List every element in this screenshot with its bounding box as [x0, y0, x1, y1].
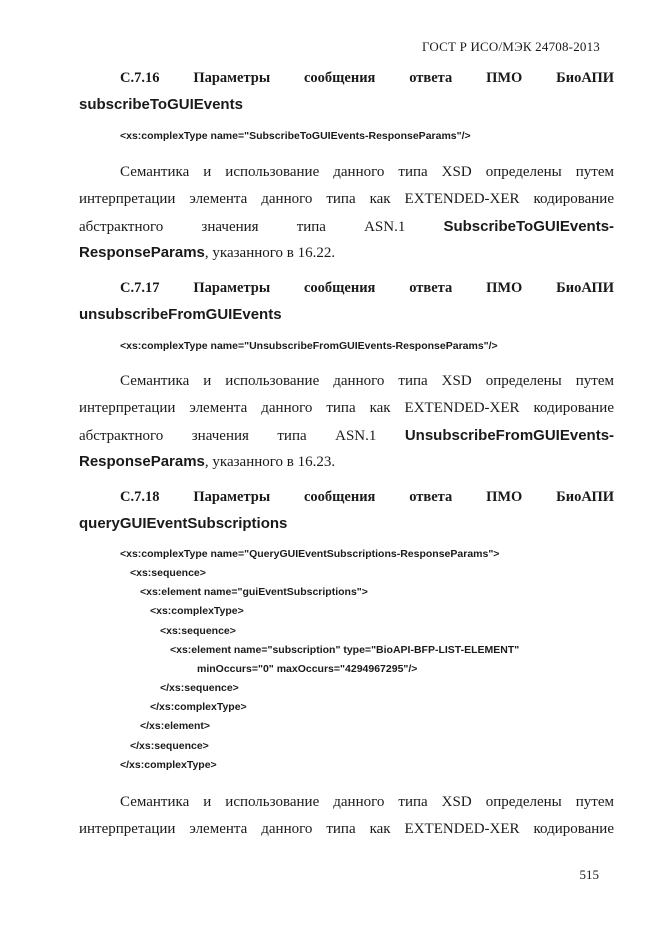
paragraph-line [79, 218, 614, 236]
type-name: ResponseParams [79, 453, 205, 470]
code-line: <xs:element name="subscription" type="BioAPI-BFP-LIST-ELEMENT" [170, 644, 520, 656]
type-name: SubscribeToGUIEvents- [443, 218, 615, 235]
code-line: </xs:complexType> [120, 759, 217, 771]
code-line: <xs:element name="guiEventSubscriptions"> [140, 586, 368, 598]
code-line: </xs:sequence> [160, 682, 239, 694]
heading-word: ответа [409, 489, 453, 505]
heading-word: сообщения [303, 70, 376, 86]
heading-word: Параметры [193, 489, 271, 505]
paragraph-line: Семантика и использование данного типа XSD определены путем [120, 794, 614, 810]
message-name: queryGUIEventSubscriptions [79, 515, 288, 532]
paragraph-line: интерпретации элемента данного типа как EXTENDED-XER кодирование [79, 821, 614, 837]
paragraph-word: ASN.1 [335, 428, 377, 444]
paragraph-line [79, 453, 335, 471]
code-line: <xs:complexType name="QueryGUIEventSubscriptions-ResponseParams"> [120, 548, 500, 560]
paragraph-word: значения [201, 219, 259, 235]
paragraph-line: интерпретации элемента данного типа как EXTENDED-XER кодирование [79, 400, 614, 416]
heading-word: Параметры [193, 280, 271, 296]
type-name: UnsubscribeFromGUIEvents- [404, 427, 615, 444]
heading-word: сообщения [303, 489, 376, 505]
paragraph-tail: , указанного в 16.22. [204, 245, 336, 261]
heading-word: сообщения [303, 280, 376, 296]
paragraph-word: типа [296, 219, 326, 235]
code-line: <xs:complexType name="UnsubscribeFromGUIEvents-ResponseParams"/> [120, 340, 498, 352]
code-line: <xs:sequence> [160, 625, 236, 637]
heading-word: ответа [409, 280, 453, 296]
code-line: </xs:complexType> [150, 701, 247, 713]
code-line: <xs:sequence> [130, 567, 206, 579]
paragraph-word: типа [277, 428, 307, 444]
heading-word: БиоАПИ [556, 70, 614, 86]
message-name: subscribeToGUIEvents [79, 96, 243, 113]
page-number: 515 [579, 867, 599, 882]
document-header: ГОСТ Р ИСО/МЭК 24708-2013 [421, 39, 600, 54]
paragraph-line: Семантика и использование данного типа XSD определены путем [120, 373, 614, 389]
section-heading-c718 [120, 489, 614, 506]
heading-word: ПМО [486, 280, 523, 296]
paragraph-line: интерпретации элемента данного типа как EXTENDED-XER кодирование [79, 191, 614, 207]
code-line: </xs:element> [140, 720, 211, 732]
heading-word: БиоАПИ [556, 489, 614, 505]
paragraph-tail: , указанного в 16.23. [204, 454, 336, 470]
code-line: </xs:sequence> [130, 740, 209, 752]
paragraph-word: абстрактного [79, 219, 164, 235]
section-heading-c717 [120, 280, 614, 297]
heading-word: ПМО [486, 489, 523, 505]
heading-word: ПМО [486, 70, 523, 86]
type-name: ResponseParams [79, 244, 205, 261]
heading-word: ответа [409, 70, 453, 86]
code-line: minOccurs="0" maxOccurs="4294967295"/> [197, 663, 418, 675]
code-line: <xs:complexType name="SubscribeToGUIEvents-ResponseParams"/> [120, 130, 471, 142]
message-name: unsubscribeFromGUIEvents [79, 306, 282, 323]
paragraph-line [79, 427, 614, 445]
section-number: C.7.18 [120, 489, 160, 505]
heading-word: Параметры [193, 70, 271, 86]
code-line: <xs:complexType> [150, 605, 244, 617]
paragraph-word: значения [191, 428, 249, 444]
section-number: C.7.16 [120, 70, 160, 86]
paragraph-line [79, 244, 335, 262]
paragraph-line: Семантика и использование данного типа XSD определены путем [120, 164, 614, 180]
heading-word: БиоАПИ [556, 280, 614, 296]
section-number: C.7.17 [120, 280, 160, 296]
paragraph-word: абстрактного [79, 428, 164, 444]
section-heading-c716 [120, 70, 614, 87]
paragraph-word: ASN.1 [364, 219, 406, 235]
